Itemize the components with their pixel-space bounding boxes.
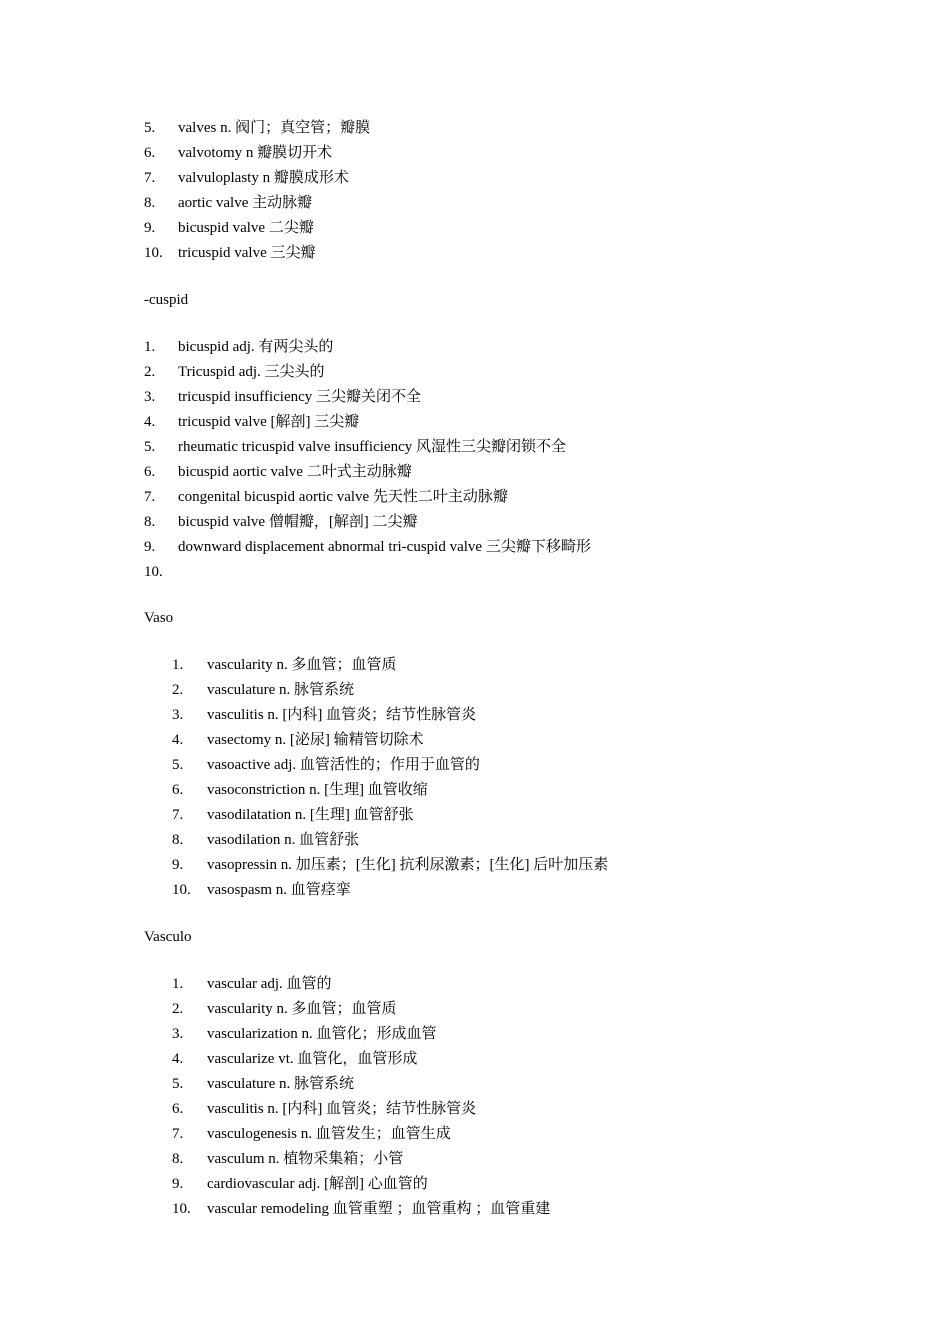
item-text: rheumatic tricuspid valve insufficiency 风湿性三尖瓣闭锁不全 xyxy=(178,439,566,455)
item-text: valvuloplasty n 瓣膜成形术 xyxy=(178,170,349,186)
item-number: 2. xyxy=(172,1001,184,1017)
item-number: 3. xyxy=(172,1026,184,1042)
item-number: 5. xyxy=(172,757,184,773)
item-text: vasculitis n. [内科] 血管炎；结节性脉管炎 xyxy=(207,1101,477,1117)
item-number: 4. xyxy=(144,414,156,430)
item-number: 10. xyxy=(172,1201,191,1217)
item-number: 1. xyxy=(172,976,184,992)
item-number: 3. xyxy=(172,707,184,723)
item-text: vasodilatation n. [生理] 血管舒张 xyxy=(207,807,414,823)
item-number: 1. xyxy=(172,657,184,673)
item-number: 6. xyxy=(144,464,156,480)
item-text: tricuspid insufficiency 三尖瓣关闭不全 xyxy=(178,389,422,405)
item-text: vasospasm n. 血管痉挛 xyxy=(207,882,351,898)
item-number: 9. xyxy=(172,857,184,873)
section-heading-vasculo: Vasculo xyxy=(144,929,192,945)
item-text: valves n. 阀门；真空管；瓣膜 xyxy=(178,120,371,136)
item-text: aortic valve 主动脉瓣 xyxy=(178,195,313,211)
item-text: valvotomy n 瓣膜切开术 xyxy=(178,145,333,161)
item-text: bicuspid aortic valve 二叶式主动脉瓣 xyxy=(178,464,412,480)
item-number: 6. xyxy=(172,1101,184,1117)
item-text: vasculitis n. [内科] 血管炎；结节性脉管炎 xyxy=(207,707,477,723)
item-text: vascularity n. 多血管；血管质 xyxy=(207,657,397,673)
item-number: 8. xyxy=(144,514,156,530)
item-number: 10. xyxy=(144,564,163,580)
item-text: bicuspid adj. 有两尖头的 xyxy=(178,339,334,355)
item-number: 2. xyxy=(172,682,184,698)
item-number: 6. xyxy=(144,145,156,161)
item-text: tricuspid valve [解剖] 三尖瓣 xyxy=(178,414,360,430)
item-number: 3. xyxy=(144,389,156,405)
item-text: downward displacement abnormal tri-cuspid valve 三尖瓣下移畸形 xyxy=(178,539,591,555)
item-text: vascularize vt. 血管化，血管形成 xyxy=(207,1051,418,1067)
item-number: 5. xyxy=(172,1076,184,1092)
item-number: 4. xyxy=(172,732,184,748)
item-text: vascularity n. 多血管；血管质 xyxy=(207,1001,397,1017)
item-text: vasculogenesis n. 血管发生；血管生成 xyxy=(207,1126,451,1142)
item-number: 6. xyxy=(172,782,184,798)
item-text: vasculum n. 植物采集箱；小管 xyxy=(207,1151,404,1167)
item-text: vasoactive adj. 血管活性的；作用于血管的 xyxy=(207,757,480,773)
item-text: vascular remodeling 血管重塑 ；血管重构 ；血管重建 xyxy=(207,1201,551,1217)
item-text: vasculature n. 脉管系统 xyxy=(207,1076,355,1092)
item-number: 1. xyxy=(144,339,156,355)
section-heading-vaso: Vaso xyxy=(144,610,174,626)
item-text: vasectomy n. [泌尿] 输精管切除术 xyxy=(207,732,424,748)
item-number: 8. xyxy=(144,195,156,211)
item-number: 9. xyxy=(144,539,156,555)
item-number: 10. xyxy=(144,245,163,261)
item-text: vasoconstriction n. [生理] 血管收缩 xyxy=(207,782,428,798)
item-number: 7. xyxy=(172,1126,184,1142)
item-text: vascular adj. 血管的 xyxy=(207,976,332,992)
item-text: Tricuspid adj. 三尖头的 xyxy=(178,364,325,380)
item-number: 2. xyxy=(144,364,156,380)
item-text: vascularization n. 血管化；形成血管 xyxy=(207,1026,437,1042)
item-number: 7. xyxy=(172,807,184,823)
item-number: 4. xyxy=(172,1051,184,1067)
item-text: tricuspid valve 三尖瓣 xyxy=(178,245,316,261)
item-text: congenital bicuspid aortic valve 先天性二叶主动脉瓣 xyxy=(178,489,508,505)
item-number: 9. xyxy=(144,220,156,236)
item-number: 9. xyxy=(172,1176,184,1192)
item-text: bicuspid valve 二尖瓣 xyxy=(178,220,314,236)
item-text: vasculature n. 脉管系统 xyxy=(207,682,355,698)
item-text: vasopressin n. 加压素；[生化] 抗利尿激素；[生化] 后叶加压素 xyxy=(207,857,609,873)
item-text: vasodilation n. 血管舒张 xyxy=(207,832,360,848)
section-heading-cuspid: -cuspid xyxy=(144,292,189,308)
item-number: 5. xyxy=(144,439,156,455)
item-text: bicuspid valve 僧帽瓣，[解剖] 二尖瓣 xyxy=(178,514,418,530)
item-text: cardiovascular adj. [解剖] 心血管的 xyxy=(207,1176,428,1192)
item-number: 5. xyxy=(144,120,156,136)
item-number: 8. xyxy=(172,1151,184,1167)
item-number: 10. xyxy=(172,882,191,898)
item-number: 7. xyxy=(144,170,156,186)
item-number: 7. xyxy=(144,489,156,505)
item-number: 8. xyxy=(172,832,184,848)
